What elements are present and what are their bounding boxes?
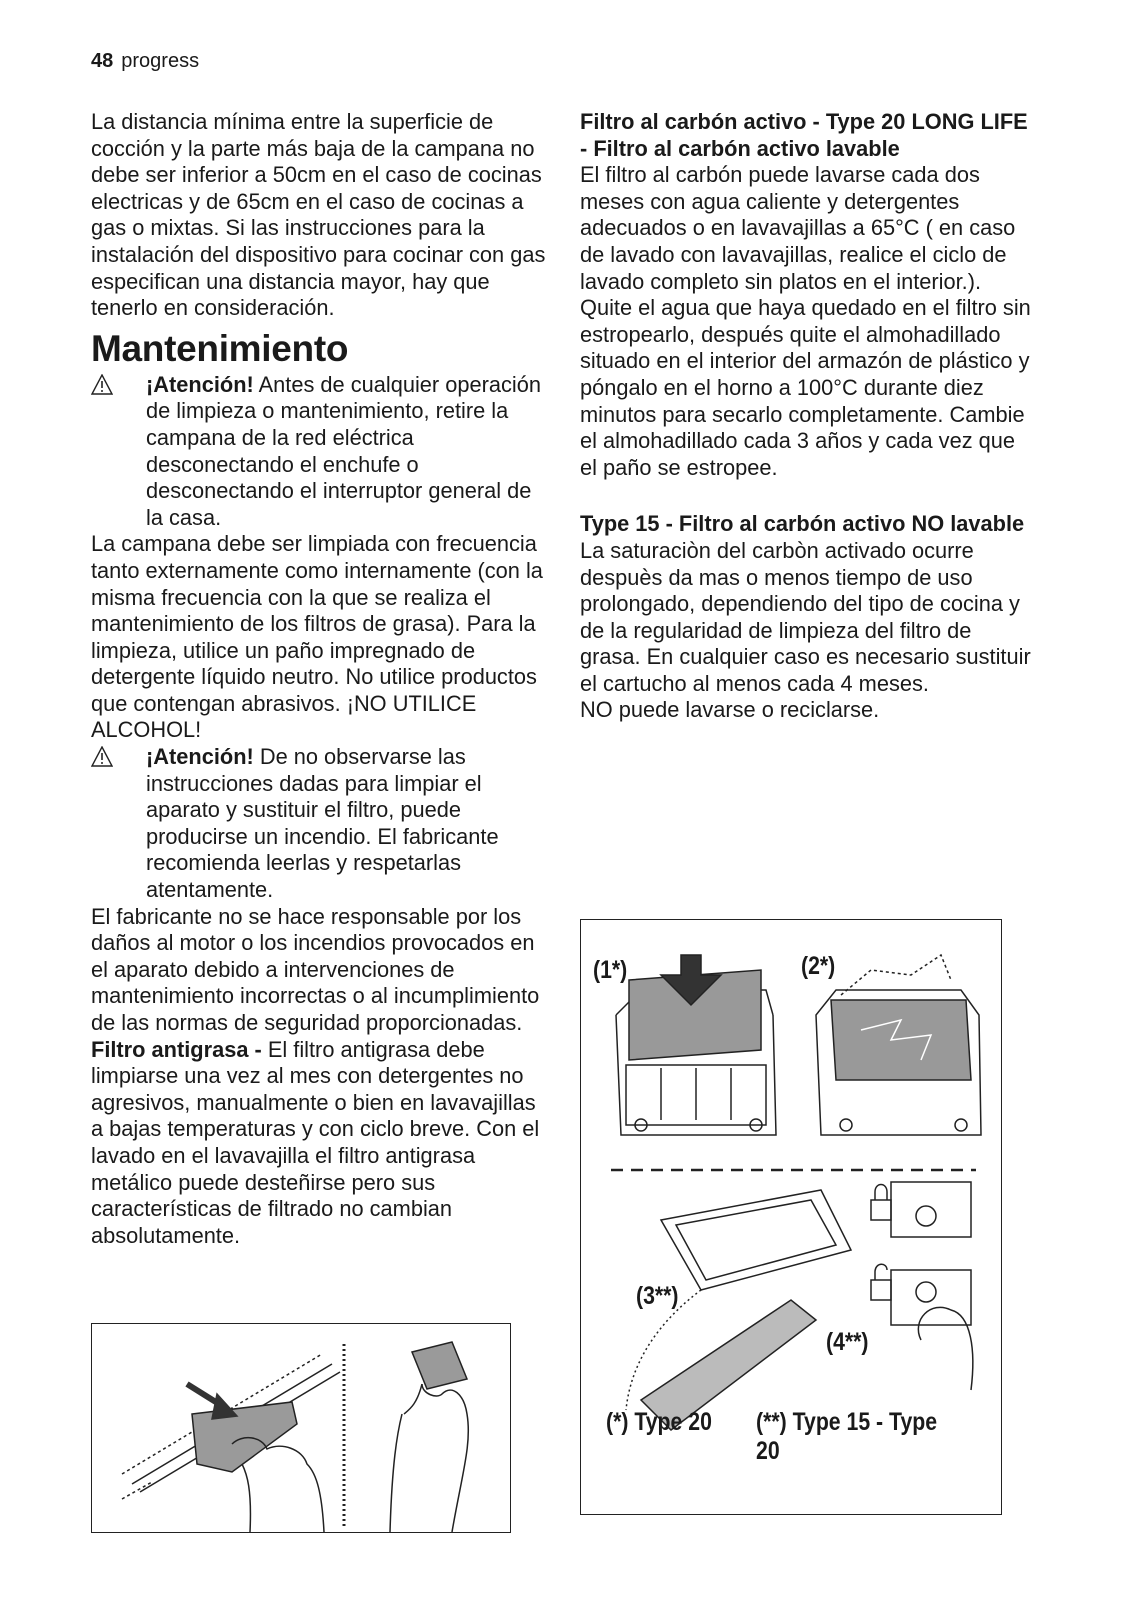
warning-1-text: Antes de cualquier operación de limpieza o mantenimiento, retire la campana de la red eléctrica desconectando el enchufe o desconectando el interruptor general de la casa. <box>146 371 541 530</box>
warning-1-label: ¡Atención! <box>146 371 254 397</box>
grease-filter-drawing <box>92 1324 510 1532</box>
legend-type15-20: (**) Type 15 - Type 20 <box>756 1408 938 1465</box>
warning-icon <box>91 374 113 396</box>
grease-filter-paragraph <box>91 1037 551 1250</box>
legend-type20: (*) Type 20 <box>606 1408 712 1436</box>
page-header <box>91 50 199 73</box>
step-2-label: (2*) <box>801 952 836 980</box>
grease-filter-text: El filtro antigrasa debe limpiarse una vez al mes con detergentes no agresivos, manualmente o bien en lavavajillas a bajas temperaturas y con ciclo breve. Con el lavado en el lavavajilla el filtro antigrasa metálico puede desteñirse pero sus características de filtrado no cambian absolutamente. <box>91 1036 540 1248</box>
warning-icon <box>91 746 113 768</box>
liability-paragraph: El fabricante no se hace responsable por los daños al motor o los incendios provocados en el aparato debido a intervenciones de mantenimiento incorrectas o al incumplimiento de las normas de seguridad proporcionadas. <box>91 903 540 1035</box>
warning-1 <box>91 372 551 532</box>
step-1-label: (1*) <box>593 956 628 984</box>
step-4-label: (4**) <box>826 1328 869 1356</box>
carbon20-text: El filtro al carbón puede lavarse cada dos meses con agua caliente y detergentes adecuados o en lavavajillas a 65°C ( en caso de lavado con lavavajillas, realice el ciclo de lavado completo sin platos en el interior.). Quite el agua que haya quedado en el filtro sin estropearlo, después quite el almohadillado situado en el interior del armazón de plástico y póngalo en el horno a 100°C durante diez minutos para secarlo completamente. Cambie el almohadillado cada 3 años y cada vez que el paño se estropee. <box>580 162 1031 480</box>
left-column <box>91 109 551 1249</box>
brand-name: progress <box>121 50 200 72</box>
right-column <box>580 109 1035 724</box>
cleaning-paragraph: La campana debe ser limpiada con frecuencia tanto externamente como internamente (con la misma frecuencia con la que se realiza el mantenimiento de los filtros de grasa). Para la limpieza, utilice un paño impregnado de detergente líquido neutro. No utilice productos que contengan abrasivos. ¡NO UTILICE ALCOHOL! <box>91 531 543 743</box>
warning-2-text: De no observarse las instrucciones dadas para limpiar el aparato y sustituir el filtro, puede producirse un incendio. El fabricante recomienda leerlas y respetarlas atentamente. <box>146 744 499 903</box>
carbon-filter-illustration <box>580 919 1002 1515</box>
carbon20-title: Filtro al carbón activo - Type 20 LONG LIFE - Filtro al carbón activo lavable <box>580 109 1028 161</box>
carbon15-note: NO puede lavarse o reciclarse. <box>580 697 880 723</box>
warning-2-label: ¡Atención! <box>146 744 254 770</box>
carbon15-title: Type 15 - Filtro al carbón activo NO lavable <box>580 511 1025 537</box>
step-3-label: (3**) <box>636 1282 679 1310</box>
page-number: 48 <box>91 50 114 72</box>
warning-2 <box>91 744 551 904</box>
intro-paragraph: La distancia mínima entre la superficie de cocción y la parte más baja de la campana no debe ser inferior a 50cm en el caso de cocinas electricas y de 65cm en el caso de cocinas a gas o mixtas. Si las instrucciones para la instalación del dispositivo para cocinar con gas especifican una distancia mayor, hay que tenerlo en consideración. <box>91 109 546 321</box>
grease-filter-illustration <box>91 1323 511 1533</box>
section-heading: Mantenimiento <box>91 327 349 369</box>
carbon15-text: La saturaciòn del carbòn activado ocurre despuès da mas o menos tiempo de uso prolongado, dependiendo del tipo de cocina y de la regularidad de limpieza del filtro de grasa. En cualquier caso es necesario sustituir el cartucho al menos cada 4 meses. <box>580 537 1031 696</box>
grease-filter-label: Filtro antigrasa - <box>91 1036 268 1062</box>
